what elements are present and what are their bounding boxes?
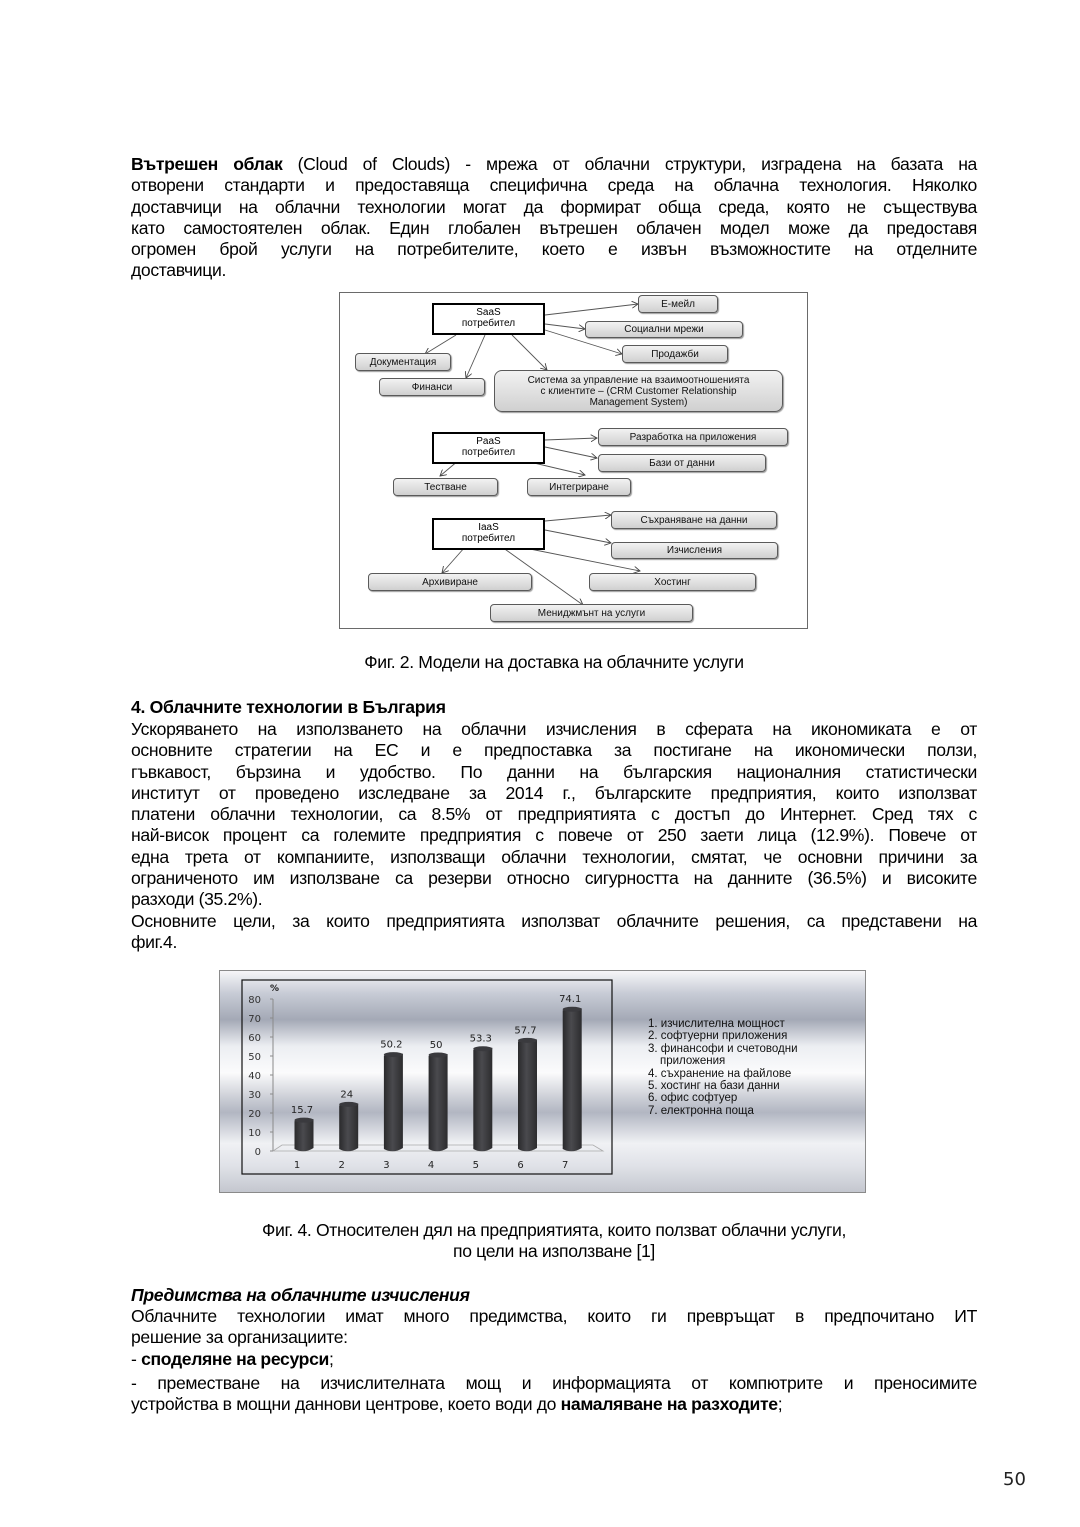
- arrow-saas-email: [545, 304, 638, 315]
- advantages-paragraph: Облачните технологии имат много предимства, които ги превръщат в предпочитано ИТ решение за организациите: - споделяне на ресурси; - преместване на изчислителната мощ и информацията от компютрите и преносимите устройства в мощни даннови центрове, което води до намаляване на разходите;: [131, 1306, 977, 1415]
- advantages-heading: Предимства на облачните изчисления: [131, 1285, 470, 1305]
- bar-body: [518, 1039, 537, 1151]
- arrow-paas-dev: [545, 438, 597, 440]
- node-app-development: Разработка на приложения: [598, 428, 788, 446]
- node-integration: Интегриране: [527, 478, 631, 496]
- bar-body: [563, 1008, 582, 1151]
- legend-item: 4. съхранение на файлове: [648, 1067, 792, 1080]
- node-email: Е-мейл: [638, 295, 718, 313]
- node-social-networks: Социални мрежи: [585, 321, 743, 338]
- y-tick-label: 80: [248, 995, 261, 1006]
- y-tick-label: 70: [248, 1014, 261, 1025]
- y-tick-label: 50: [248, 1052, 261, 1063]
- advantage-item: - преместване на изчислителната мощ и информацията от компютрите и преносимите: [131, 1372, 977, 1393]
- page-number: 50: [1003, 1469, 1026, 1490]
- arrow-saas-finance: [466, 335, 485, 378]
- node-crm: Система за управление на взаимоотношенията с клиентите – (CRM Customer Relationship Management System): [494, 370, 783, 412]
- bar-top: [563, 1007, 582, 1012]
- arrow-iaas-storage: [545, 515, 611, 521]
- y-tick-label: 20: [248, 1109, 261, 1120]
- bar-top: [473, 1046, 492, 1051]
- bar: [518, 1038, 537, 1151]
- bar-top: [339, 1102, 358, 1107]
- bar: [295, 1118, 314, 1152]
- x-tick-label: 6: [517, 1160, 524, 1171]
- legend-item: 2. софтуерни приложения: [648, 1030, 788, 1043]
- legend-item: 6. офис софтуер: [648, 1092, 738, 1105]
- arrow-iaas-compute: [545, 530, 611, 543]
- bar: [339, 1102, 358, 1151]
- legend-item: 5. хостинг на бази данни: [648, 1080, 780, 1093]
- arrow-saas-crm: [512, 335, 547, 370]
- bar-top: [429, 1053, 448, 1058]
- bar: [473, 1046, 492, 1151]
- bar: [384, 1052, 403, 1151]
- legend-item: 7. електронна поща: [648, 1104, 754, 1117]
- cloud-delivery-models-diagram: [339, 292, 808, 629]
- arrow-paas-db: [545, 447, 597, 458]
- bar-top: [295, 1118, 314, 1123]
- data-label: 15.7: [290, 1105, 314, 1117]
- node-testing: Тестване: [393, 478, 498, 496]
- bar: [429, 1053, 448, 1152]
- legend-item: 3. финансофи и счетоводни: [648, 1042, 798, 1055]
- node-sales: Продажби: [622, 345, 728, 363]
- x-tick-label: 1: [293, 1160, 301, 1171]
- data-label: 50: [429, 1040, 443, 1051]
- x-tick-label: 4: [427, 1160, 435, 1171]
- x-tick-label: 3: [383, 1160, 390, 1171]
- node-data-storage: Съхраняване на данни: [611, 511, 777, 529]
- arrow-iaas-archive: [442, 547, 465, 573]
- saas-user-node: SaaS потребител: [432, 303, 545, 335]
- bar-top: [384, 1052, 403, 1057]
- bar-body: [473, 1048, 492, 1152]
- paas-user-node: PaaS потребител: [432, 432, 545, 464]
- y-tick-label: 60: [248, 1033, 261, 1044]
- fig4-caption: Фиг. 4. Относителен дял на предприятията, които ползват облачни услуги, по цели на използване [1]: [261, 1220, 847, 1261]
- section4-paragraph: Ускоряването на използването на облачни изчисления в сферата на икономиката е от основните стратегии на ЕС и е предпоставка за постигане на икономически ползи, гъвкавост, бързина и удобство. По данни на българския националния статистически институт от проведено изследване за 2014 г., българските предприятия, които използват платени облачни технологии, са 8.5% от предприятията с достъп до Интернет. Сред тях с най-висок процент са големите предприятия с повече от 250 заети лица (12.9%). Повече от една трета от компаниите, използващи облачни технологии, смятат, че основни причини за ограниченото им използване са резерви относно сигурността на данните (36.5%) и високите разходи (35.2%). Основните цели, за които предприятията използват облачните решения, са представени на фиг.4.: [131, 719, 977, 952]
- bar-top: [518, 1038, 537, 1043]
- bar-body: [429, 1054, 448, 1151]
- advantage-item: - споделяне на ресурси;: [131, 1348, 334, 1369]
- node-service-management: Мениджмънт на услуги: [490, 604, 693, 622]
- node-archiving: Архивиране: [368, 573, 532, 591]
- bar-body: [339, 1103, 358, 1151]
- arrow-saas-social: [545, 324, 585, 329]
- x-tick-label: 2: [338, 1160, 345, 1171]
- data-label: 53.3: [469, 1033, 492, 1045]
- y-tick-label: 0: [254, 1147, 261, 1158]
- bar-body: [384, 1054, 403, 1152]
- arrow-saas-docs: [425, 335, 456, 354]
- x-tick-label: 7: [562, 1160, 569, 1171]
- iaas-user-node: IaaS потребител: [432, 518, 545, 550]
- node-computing: Изчисления: [611, 542, 778, 559]
- node-databases: Бази от данни: [598, 454, 766, 472]
- legend-item-continuation: приложения: [660, 1055, 726, 1068]
- legend-item: 1. изчислителна мощност: [648, 1018, 785, 1030]
- chart-legend: [648, 1018, 798, 1117]
- y-tick-label: 40: [248, 1071, 261, 1082]
- section4-heading: 4. Облачните технологии в България: [131, 697, 446, 717]
- term-internal-cloud: Вътрешен облак: [131, 154, 283, 174]
- y-tick-label: 10: [248, 1128, 261, 1139]
- y-axis-unit: %: [270, 984, 280, 994]
- data-label: 50.2: [380, 1039, 403, 1051]
- data-label: 24: [340, 1089, 354, 1101]
- x-tick-label: 5: [472, 1160, 479, 1171]
- node-documentation: Документация: [355, 353, 451, 371]
- y-tick-label: 30: [248, 1090, 261, 1101]
- intro-paragraph: Вътрешен облак (Cloud of Clouds) - мрежа от облачни структури, изградена на базата на отворени стандарти и предоставяща специфична среда на облачна технология. Няколко доставчици на облачни технологии могат да формират обща среда, която не съществува като самостоятелен облак. Един глобален вътрешен облачен модел може да предоставя огромен брой услуги на потребителите, което е извън възможностите на отделните доставчици.: [131, 154, 977, 281]
- data-label: 74.1: [559, 994, 582, 1006]
- bar: [563, 1007, 582, 1152]
- node-hosting: Хостинг: [589, 573, 756, 591]
- fig2-caption: Фиг. 2. Модели на доставка на облачните услуги: [364, 652, 744, 672]
- data-label: 57.7: [514, 1025, 537, 1037]
- node-finance: Финанси: [379, 378, 485, 396]
- bar-body: [295, 1119, 314, 1151]
